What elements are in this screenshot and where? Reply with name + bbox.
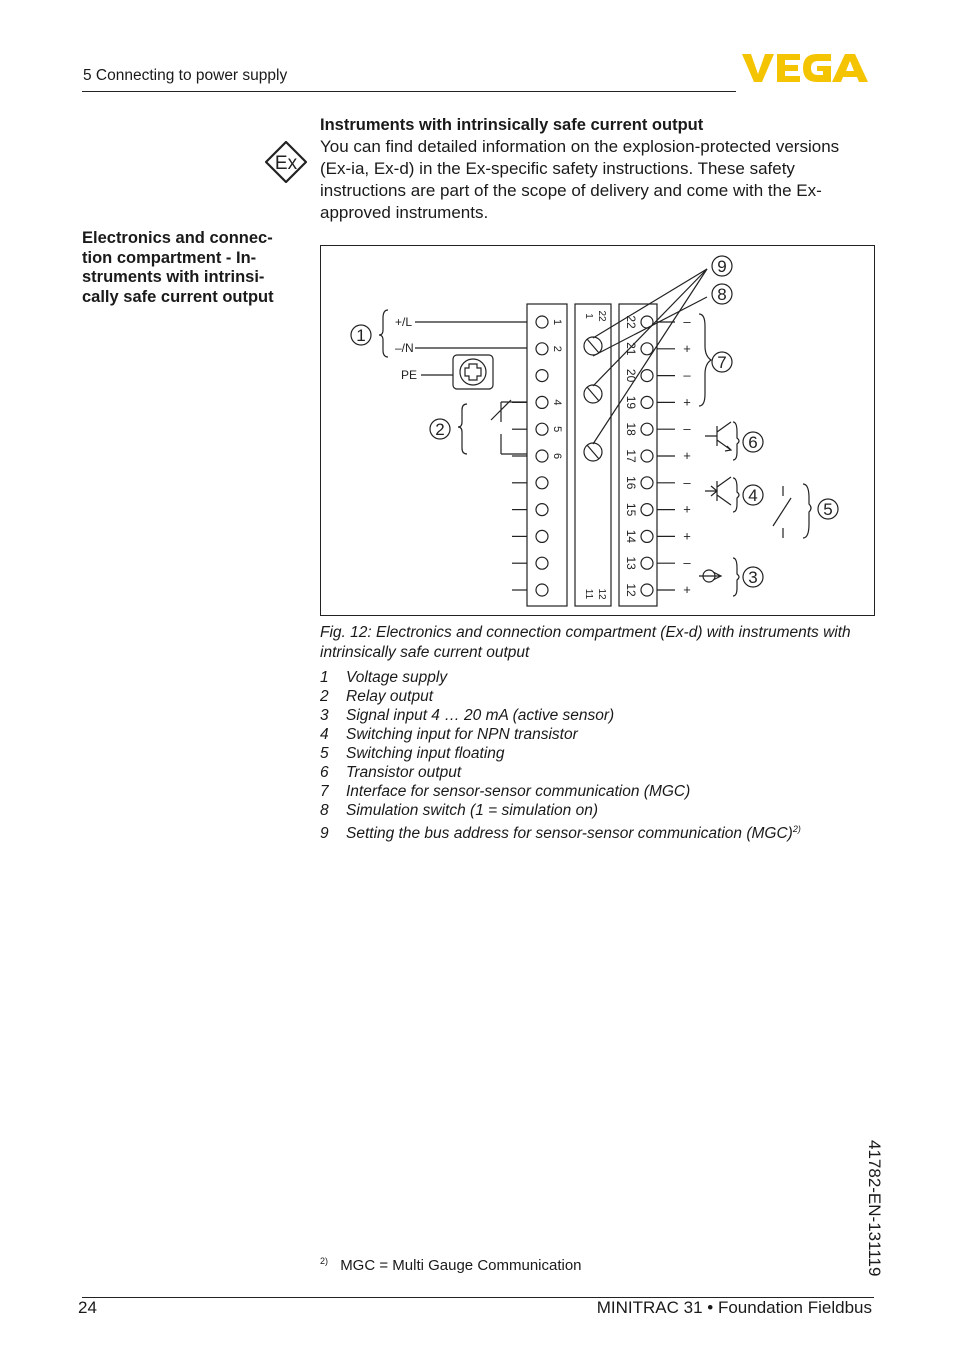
brace-7 <box>699 314 711 406</box>
right-terminal-screw <box>641 584 653 596</box>
left-terminal-screw <box>536 450 548 462</box>
footnote-mark: 2) <box>320 1256 329 1266</box>
legend-number: 6 <box>320 764 329 781</box>
left-terminal-screw <box>536 396 548 408</box>
legend-number: 2 <box>320 688 329 705</box>
right-terminal-screw <box>641 477 653 489</box>
running-header-section: 5 Connecting to power supply <box>83 67 288 84</box>
left-terminal-number: 1 <box>551 318 564 326</box>
polarity-sign: – <box>683 474 691 490</box>
legend-item <box>320 801 880 820</box>
right-terminal-number: 14 <box>623 529 638 544</box>
wiring-diagram <box>321 246 874 615</box>
right-terminal-number: 12 <box>623 583 638 597</box>
legend-text: Simulation switch (1 = simulation on) <box>346 802 598 819</box>
signal-input-icon <box>699 572 721 580</box>
left-terminal-screw <box>536 343 548 355</box>
legend-text: Switching input floating <box>346 745 505 762</box>
legend-number: 8 <box>320 802 329 819</box>
pe-terminal-icon <box>453 355 493 389</box>
polarity-sign: – <box>683 555 691 571</box>
left-terminal-number: 6 <box>551 452 564 460</box>
right-terminal-screw <box>641 557 653 569</box>
legend-number: 7 <box>320 783 329 800</box>
footnote-text: MGC = Multi Gauge Communication <box>340 1257 582 1274</box>
left-terminal-screw <box>536 530 548 542</box>
mid-terminal-label: 22 <box>596 310 607 322</box>
right-terminal-screw <box>641 370 653 382</box>
right-terminal-number: 13 <box>623 556 638 570</box>
right-terminal-screw <box>641 316 653 328</box>
left-terminal-screw <box>536 477 548 489</box>
polarity-sign: + <box>683 448 691 463</box>
vega-logo <box>742 52 872 84</box>
legend-item <box>320 744 880 763</box>
footnote <box>320 1256 582 1274</box>
callout-number: 2 <box>435 420 445 439</box>
right-terminal-screw <box>641 530 653 542</box>
legend-item <box>320 668 880 687</box>
intro-line: approved instruments. <box>320 203 489 222</box>
legend-text: Voltage supply <box>346 669 448 686</box>
mid-terminal-label: 1 <box>583 313 594 319</box>
left-terminal-screw <box>536 504 548 516</box>
right-terminal-screw <box>641 343 653 355</box>
polarity-sign: + <box>683 582 691 597</box>
left-terminal-number: 5 <box>551 426 564 433</box>
caption-line: Fig. 12: Electronics and connection compartment (Ex-d) with instruments with <box>320 624 851 641</box>
brace-2 <box>458 404 467 454</box>
intro-line: instructions are part of the scope of delivery and come with the Ex- <box>320 181 822 200</box>
legend-number: 5 <box>320 745 329 762</box>
right-terminal-number: 18 <box>623 422 638 436</box>
brace-1 <box>379 310 388 357</box>
intro-line: (Ex-ia, Ex-d) in the Ex-specific safety instructions. These safety <box>320 159 795 178</box>
legend-text: Relay output <box>346 688 434 705</box>
side-heading-line: Electronics and connec- <box>82 229 273 247</box>
figure-caption <box>320 623 880 662</box>
right-terminal-number: 19 <box>623 395 638 410</box>
figure-legend <box>320 668 880 843</box>
side-heading-line: cally safe current output <box>82 287 274 306</box>
legend-item <box>320 763 880 782</box>
relay-contact-icon <box>491 400 527 454</box>
legend-item <box>320 687 880 706</box>
legend-number: 9 <box>320 825 329 843</box>
side-heading-line: struments with intrinsi- <box>82 268 265 286</box>
left-terminal-screw <box>536 557 548 569</box>
svg-text:Ex: Ex <box>274 153 298 174</box>
callout-number: 8 <box>717 285 727 304</box>
left-terminal-screw <box>536 584 548 596</box>
left-terminal-screw <box>536 370 548 382</box>
polarity-sign: – <box>683 314 691 329</box>
floating-switch-icon <box>773 486 791 538</box>
callout-number: 7 <box>717 353 727 372</box>
right-terminal-number: 22 <box>623 315 638 329</box>
wiring-diagram-figure <box>320 245 875 616</box>
legend-item <box>320 782 880 801</box>
page-number: 24 <box>78 1298 97 1317</box>
polarity-sign: + <box>683 340 691 356</box>
legend-item <box>320 725 880 744</box>
left-terminal-number: 4 <box>551 399 564 406</box>
legend-text: Switching input for NPN transistor <box>346 726 578 743</box>
right-terminal-number: 16 <box>623 476 638 490</box>
supply-label: +/L <box>395 315 413 329</box>
polarity-sign: + <box>683 394 691 410</box>
brace-4 <box>733 478 739 512</box>
right-terminal-screw <box>641 423 653 435</box>
left-terminal-group <box>512 316 548 596</box>
brace-5 <box>803 484 811 538</box>
header-rule <box>82 91 736 92</box>
supply-label: –/N <box>395 341 414 355</box>
legend-footnote-ref: 2) <box>792 824 801 834</box>
side-heading-line: tion compartment - In- <box>82 248 257 267</box>
legend-item <box>320 820 880 843</box>
transistor-output-icon <box>705 422 731 451</box>
diagram-text-group <box>351 256 838 600</box>
callout-number: 3 <box>748 568 758 587</box>
callout-number: 4 <box>748 486 758 505</box>
callout-number: 1 <box>356 326 366 345</box>
legend-text: Transistor output <box>346 764 462 781</box>
right-terminal-group <box>641 316 675 596</box>
right-terminal-screw <box>641 450 653 462</box>
polarity-sign: + <box>683 501 691 517</box>
callout-number: 5 <box>823 500 833 519</box>
npn-input-icon <box>705 477 731 505</box>
mid-terminal-label: 12 <box>596 588 607 600</box>
polarity-sign: – <box>683 421 691 437</box>
legend-number: 4 <box>320 726 329 743</box>
intro-paragraph <box>320 136 880 224</box>
polarity-sign: + <box>683 528 691 544</box>
section-heading: Instruments with intrinsically safe current output <box>320 116 704 134</box>
mid-terminal-label: 11 <box>583 588 594 600</box>
legend-text: Signal input 4 … 20 mA (active sensor) <box>346 707 615 724</box>
legend-text: Setting the bus address for sensor-sensor communication (MGC) <box>346 825 793 843</box>
left-terminal-screw <box>536 316 548 328</box>
brace-6 <box>733 422 739 460</box>
polarity-sign: – <box>683 367 691 383</box>
callout-number: 9 <box>717 257 727 276</box>
legend-text: Interface for sensor-sensor communication (MGC) <box>346 783 691 800</box>
explosion-protection-ex-icon <box>265 141 307 183</box>
right-terminal-screw <box>641 504 653 516</box>
caption-line: intrinsically safe current output <box>320 643 530 661</box>
brace-3 <box>733 558 739 596</box>
document-id: 41782-EN-131119 <box>865 1140 884 1277</box>
legend-item <box>320 706 880 725</box>
right-terminal-number: 20 <box>623 368 638 383</box>
side-heading <box>82 229 312 307</box>
legend-number: 1 <box>320 669 329 686</box>
callout-number: 6 <box>748 433 758 452</box>
product-title: MINITRAC 31 • Foundation Fieldbus <box>596 1298 872 1317</box>
right-terminal-number: 15 <box>623 502 638 517</box>
left-terminal-number: 2 <box>551 345 564 352</box>
right-terminal-screw <box>641 396 653 408</box>
legend-number: 3 <box>320 707 329 724</box>
right-terminal-number: 17 <box>623 449 638 463</box>
right-terminal-number: 21 <box>623 342 638 356</box>
left-terminal-screw <box>536 423 548 435</box>
supply-label: PE <box>401 368 418 382</box>
intro-line: You can find detailed information on the explosion-protected versions <box>320 137 840 156</box>
